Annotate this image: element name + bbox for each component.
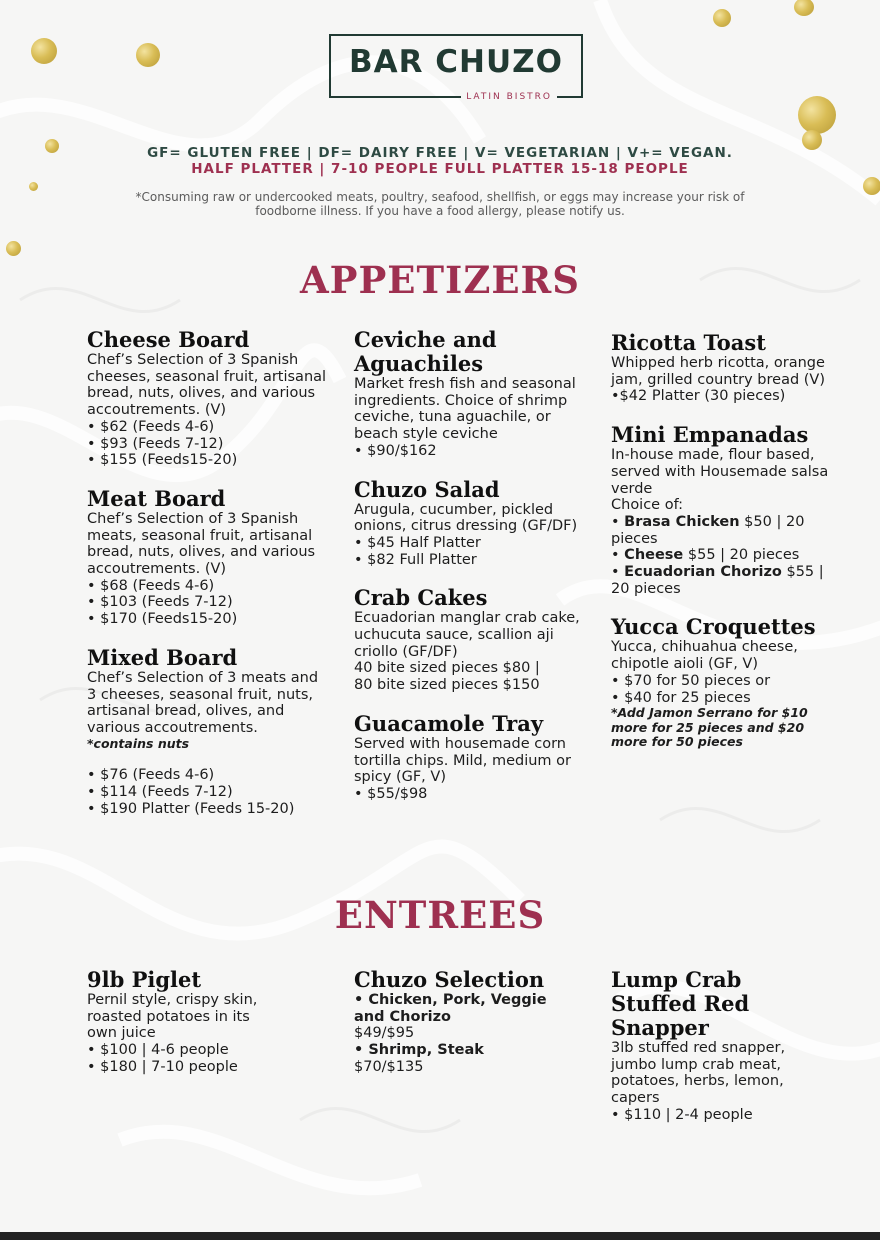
item-price: • $40 for 25 pieces bbox=[611, 689, 751, 706]
item-name: 9lb Piglet bbox=[87, 967, 202, 992]
item-option: • Ecuadorian Chorizo $55 | 20 pieces bbox=[611, 564, 824, 597]
item-option: • Chicken, Pork, Veggie and Chorizo bbox=[354, 992, 547, 1025]
menu-item-piglet bbox=[87, 968, 267, 1076]
menu-item-chuzo-salad bbox=[354, 478, 586, 569]
menu-item-red-snapper bbox=[611, 968, 826, 1124]
item-price: •$42 Platter (30 pieces) bbox=[611, 388, 786, 405]
item-description: Whipped herb ricotta, orange jam, grilled country bread (V) bbox=[611, 355, 826, 388]
menu-item-yucca-croquettes bbox=[611, 615, 837, 749]
dietary-legend: GF= GLUTEN FREE | DF= DAIRY FREE | V= VEGETARIAN | V+= VEGAN. bbox=[147, 145, 733, 161]
gold-dot-decoration bbox=[863, 177, 880, 195]
appetizers-heading: APPETIZERS bbox=[299, 258, 581, 302]
gold-dot-decoration bbox=[798, 96, 836, 134]
menu-item-crab-cakes bbox=[354, 586, 586, 694]
item-name: Lump Crab Stuffed Red Snapper bbox=[611, 967, 750, 1040]
item-price: • $155 (Feeds15-20) bbox=[87, 452, 238, 469]
gold-dot-decoration bbox=[29, 182, 38, 191]
brand-name: BAR CHUZO bbox=[349, 44, 563, 80]
bottom-bar bbox=[0, 1232, 880, 1240]
item-price: • $62 (Feeds 4-6) bbox=[87, 418, 215, 435]
brand-logo bbox=[329, 34, 583, 102]
item-name: Ceviche and Aguachiles bbox=[354, 327, 497, 376]
entrees-column-2 bbox=[354, 968, 554, 1094]
item-description: Served with housemade corn tortilla chips. Mild, medium or spicy (GF, V) bbox=[354, 735, 571, 786]
menu-item-mini-empanadas bbox=[611, 423, 837, 597]
item-option: • Cheese $55 | 20 pieces bbox=[611, 547, 800, 564]
item-price: $49/$95 bbox=[354, 1025, 415, 1042]
menu-item-ceviche bbox=[354, 328, 586, 460]
item-price: • $55/$98 bbox=[354, 785, 428, 802]
gold-dot-decoration bbox=[6, 241, 21, 256]
item-price: • $93 (Feeds 7-12) bbox=[87, 435, 224, 452]
appetizers-column-3 bbox=[611, 331, 837, 768]
item-name: Cheese Board bbox=[87, 327, 250, 352]
item-price: • $90/$162 bbox=[354, 442, 437, 459]
item-price: • $70 for 50 pieces or bbox=[611, 672, 771, 689]
item-choice-label: Choice of: bbox=[611, 497, 684, 514]
item-description: Chef’s Selection of 3 meats and 3 cheeses, seasonal fruit, nuts, artisanal bread, olives, and various accoutrements. bbox=[87, 669, 319, 736]
item-description: 3lb stuffed red snapper, jumbo lump crab meat, potatoes, herbs, lemon, capers bbox=[611, 1040, 786, 1107]
item-description: Yucca, chihuahua cheese, chipotle aioli (GF, V) bbox=[611, 639, 798, 673]
item-description: Arugula, cucumber, pickled onions, citrus dressing (GF/DF) bbox=[354, 501, 578, 535]
item-description: Ecuadorian manglar crab cake, uchucuta sauce, scallion aji criollo (GF/DF) bbox=[354, 610, 580, 660]
menu-item-guacamole-tray bbox=[354, 712, 586, 803]
item-price: 80 bite sized pieces $150 bbox=[354, 677, 540, 694]
menu-item-meat-board bbox=[87, 487, 327, 628]
item-price: $70/$135 bbox=[354, 1058, 424, 1075]
item-note: *Add Jamon Serrano for $10 more for 25 pieces and $20 more for 50 pieces bbox=[611, 705, 808, 750]
item-price: • $68 (Feeds 4-6) bbox=[87, 577, 215, 594]
item-name: Guacamole Tray bbox=[354, 710, 544, 736]
menu-item-chuzo-selection bbox=[354, 968, 554, 1076]
item-price: • $82 Full Platter bbox=[354, 551, 477, 568]
item-price: • $190 Platter (Feeds 15-20) bbox=[87, 800, 295, 817]
gold-dot-decoration bbox=[31, 38, 57, 64]
item-description: Pernil style, crispy skin, roasted potatoes in its own juice bbox=[87, 992, 258, 1042]
item-price: 40 bite sized pieces $80 | bbox=[354, 660, 540, 677]
brand-tagline: LATIN BISTRO bbox=[461, 92, 557, 102]
spacer bbox=[87, 751, 327, 767]
menu-item-cheese-board bbox=[87, 328, 327, 469]
menu-item-mixed-board bbox=[87, 646, 327, 817]
appetizers-column-2 bbox=[354, 328, 586, 821]
item-name: Meat Board bbox=[87, 485, 226, 511]
appetizers-column-1 bbox=[87, 328, 327, 835]
item-price: • $103 (Feeds 7-12) bbox=[87, 594, 233, 611]
item-price: • $45 Half Platter bbox=[354, 534, 481, 551]
item-description: In-house made, flour based, served with Housemade salsa verde bbox=[611, 447, 829, 497]
item-name: Chuzo Salad bbox=[354, 476, 500, 502]
item-name: Mixed Board bbox=[87, 644, 238, 670]
item-description: Chef’s Selection of 3 Spanish cheeses, seasonal fruit, artisanal bread, nuts, olives, and various accoutrements. (V) bbox=[87, 352, 327, 419]
item-price: • $180 | 7-10 people bbox=[87, 1058, 238, 1075]
gold-dot-decoration bbox=[713, 9, 731, 27]
item-price: • $76 (Feeds 4-6) bbox=[87, 767, 215, 784]
item-description: Market fresh fish and seasonal ingredients. Choice of shrimp ceviche, tuna aguachile, or beach style ceviche bbox=[354, 376, 576, 443]
item-name: Yucca Croquettes bbox=[611, 614, 816, 640]
menu-item-ricotta-toast bbox=[611, 331, 837, 405]
item-price: • $114 (Feeds 7-12) bbox=[87, 783, 233, 800]
allergy-disclaimer: *Consuming raw or undercooked meats, poultry, seafood, shellfish, or eggs may increase your risk of foodborne illness. If you have a food allergy, please notify us. bbox=[135, 190, 745, 218]
entrees-column-1 bbox=[87, 968, 267, 1094]
item-price: • $110 | 2-4 people bbox=[611, 1106, 753, 1123]
item-name: Mini Empanadas bbox=[611, 422, 809, 448]
item-price: • $100 | 4-6 people bbox=[87, 1042, 229, 1059]
item-option: • Shrimp, Steak bbox=[354, 1042, 484, 1059]
item-name: Ricotta Toast bbox=[611, 330, 766, 355]
item-description: Chef’s Selection of 3 Spanish meats, seasonal fruit, artisanal bread, nuts, olives, and various accoutrements. (V) bbox=[87, 510, 316, 578]
platter-legend: HALF PLATTER | 7-10 PEOPLE FULL PLATTER 15-18 PEOPLE bbox=[191, 161, 689, 177]
item-name: Chuzo Selection bbox=[354, 967, 545, 992]
item-name: Crab Cakes bbox=[354, 585, 488, 611]
item-note: *contains nuts bbox=[87, 735, 190, 751]
entrees-heading: ENTREES bbox=[334, 893, 546, 937]
item-option: • Brasa Chicken $50 | 20 pieces bbox=[611, 513, 805, 547]
entrees-column-3 bbox=[611, 968, 826, 1142]
gold-dot-decoration bbox=[136, 43, 160, 67]
item-price: • $170 (Feeds15-20) bbox=[87, 611, 238, 628]
